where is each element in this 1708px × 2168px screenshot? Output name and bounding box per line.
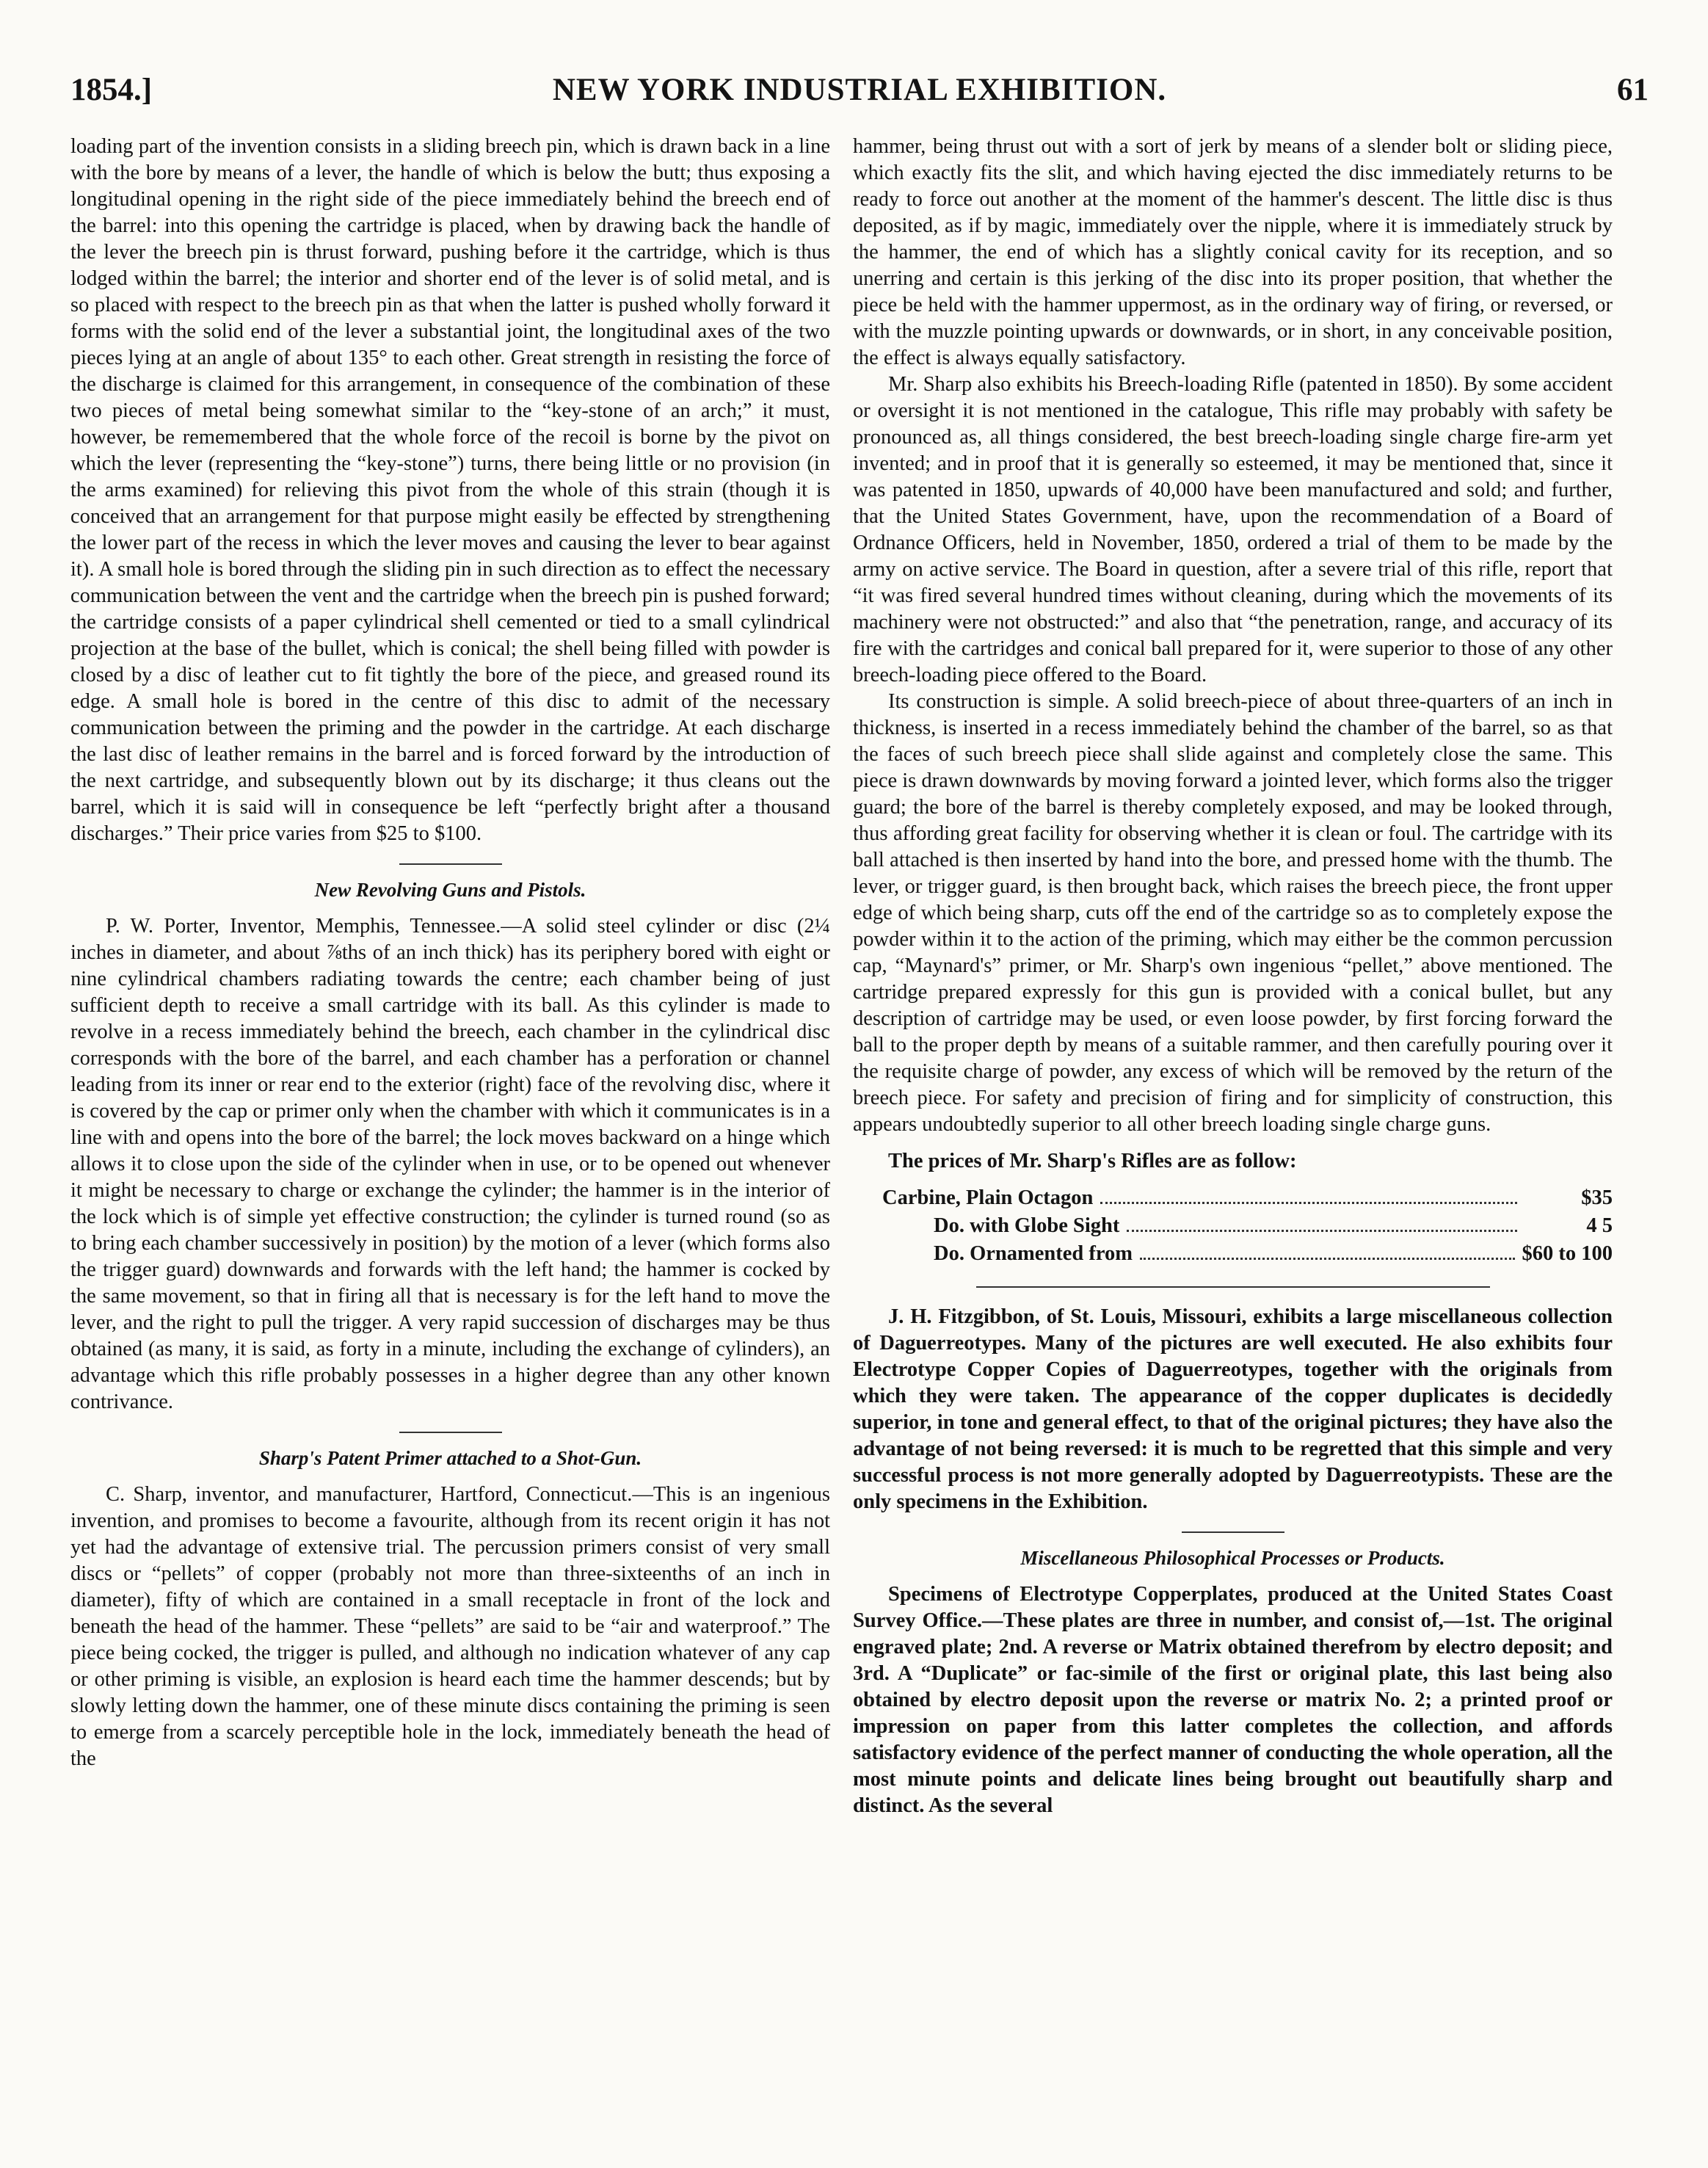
price-item-name: Do. with Globe Sight [934, 1214, 1120, 1237]
section-heading-sharps-primer: Sharp's Patent Primer attached to a Shot-Gun. [258, 1447, 642, 1469]
price-item-value: $35 [1581, 1186, 1613, 1209]
section-divider [399, 863, 502, 865]
leader-dots [1127, 1230, 1517, 1232]
section-divider [1182, 1531, 1284, 1533]
leader-dots [1140, 1258, 1515, 1260]
price-item-name: Carbine, Plain Octagon [882, 1186, 1094, 1209]
price-item-value: $60 to 100 [1522, 1242, 1613, 1265]
paragraph-porter: P. W. Porter, Inventor, Memphis, Tennessee.—A solid steel cylinder or disc (2¼ inches in diameter, and about ⅞ths of an inch thick) has its periphery bored with eight or nine cylindrical chambers radiating towards the centre; each chamber being of just sufficient depth to receive a small cartridge with its ball. As this cylinder is made to revolve in a recess immediately behind the breech, each chamber in the cylindrical disc corresponds with the bore of the barrel, and each chamber has a perforation or channel leading from its inner or rear end to the exterior (right) face of the revolving disc, where it is covered by the cap or primer only when the chamber with which it communicates is in a line with and opens into the bore of the barrel; the lock moves backward on a hinge which allows it to close upon the side of the cylinder when in use, or to be opened out whenever it might be necessary to charge or exchange the cylinder; the hammer is in the interior of the lock which is of simple yet effective construction; the cylinder is turned round (so as to bring each chamber successively in position) by the motion of a lever (which forms also the trigger guard) downwards and forwards with the left hand; the hammer is cocked by the same movement, so that in firing all that is necessary is for the left hand to move the lever, and the right to pull the trigger. A very rapid succession of discharges may be thus obtained (as many, it is said, as forty in a minute, including the exchange of cylinders), an advantage which this rifle probably possesses in a higher degree than any other known contrivance. [70, 915, 830, 1413]
section-divider [976, 1286, 1490, 1288]
paragraph-sharp-primer: C. Sharp, inventor, and manufacturer, Hartford, Connecticut.—This is an ingenious invention, and promises to become a favourite, although from its recent origin it has not yet had the advantage of extensive trial. The percussion primers consist of very small discs or “pellets” of copper (probably not more than three-sixteenths of an inch in diameter), fifty of which are contained in a small receptacle in front of the lock and beneath the head of the hammer. These “pellets” are said to be “air and waterproof.” The piece being cocked, the trigger is pulled, and although no indication whatever of any cap or other priming is visible, an explosion is heard each time the hammer descends; but by slowly letting down the hammer, one of these minute discs containing the priming is seen to emerge from a scarcely perceptible hole in the lock, immediately beneath the head of the [70, 1483, 830, 1770]
price-list [853, 1185, 1613, 1269]
leader-dots [1100, 1202, 1517, 1204]
paragraph-fitzgibbon: J. H. Fitzgibbon, of St. Louis, Missouri, exhibits a large miscellaneous collection of Daguerreotypes. Many of the pictures are well executed. He also exhibits four Electrotype Copper Copies of Daguerreotypes, together with the originals from which they were taken. The appearance of the copper duplicates is decidedly superior, in tone and general effect, to that of the original pictures; they have also the advantage of not being reversed: it is much to be regretted that this simple and very successful process is not more generally adopted by Daguerreotypists. These are the only specimens in the Exhibition. [853, 1305, 1613, 1513]
paragraph-construction: Its construction is simple. A solid breech-piece of about three-quarters of an inch in thickness, is inserted in a recess immediately behind the chamber of the barrel, so as that the faces of such breech piece shall slide against and completely close the same. This piece is drawn downwards by moving forward a jointed lever, which forms also the trigger guard; the bore of the barrel is thereby completely exposed, and may be looked through, thus affording great facility for observing whether it is clean or foul. The cartridge with its ball attached is then inserted by hand into the bore, and pressed home with the thumb. The lever, or trigger guard, is then brought back, which raises the breech piece, the front upper edge of which being sharp, cuts off the end of the cartridge so as to completely expose the powder within it to the action of the priming, which may either be the common percussion cap, “Maynard's” primer, or Mr. Sharp's own ingenious “pellet,” above mentioned. The cartridge prepared expressly for this gun is provided with a conical bullet, but any description of cartridge may be used, or even loose powder, by first forcing forward the ball to the proper depth by means of a suitable rammer, and then carefully pouring over it the requisite charge of powder, any excess of which will be removed by the return of the breech piece. For safety and precision of firing and for simplicity of construction, this appears undoubtedly superior to all other breech loading single charge guns. [853, 690, 1613, 1136]
price-row [853, 1241, 1613, 1269]
paragraph-hammer: hammer, being thrust out with a sort of jerk by means of a slender bolt or sliding piece, which exactly fits the slit, and which having ejected the disc immediately returns to be ready to force out another at the moment of the hammer's descent. The little disc is thus deposited, as if by magic, immediately over the nipple, where it is immediately struck by the hammer, the end of which has a slightly conical cavity for its reception, and so unerring and certain is this jerking of the disc into its proper position, that whether the piece be held with the hammer uppermost, as in the ordinary way of firing, or reversed, or with the muzzle pointing upwards or downwards, or in short, in any conceivable position, the effect is always equally satisfactory. [853, 135, 1613, 369]
price-row [853, 1213, 1613, 1241]
left-column [70, 134, 830, 2116]
header-title: NEW YORK INDUSTRIAL EXHIBITION. [552, 73, 1167, 107]
price-item-value: 4 5 [1586, 1214, 1613, 1237]
header-year: 1854.] [70, 73, 153, 107]
price-row [853, 1185, 1613, 1213]
running-header [70, 65, 1649, 116]
paragraph-breech-pin: loading part of the invention consists in a sliding breech pin, which is drawn back in a line with the bore by means of a lever, the handle of which is below the butt; thus exposing a longitudinal opening in the right side of the piece immediately behind the breech end of the barrel: into this opening the cartridge is placed, when by drawing back the handle of the lever the breech pin is thrust forward, pushing before it the cartridge, which is thus lodged within the barrel; the interior and shorter end of the lever is of solid metal, and is so placed with respect to the breech pin as that when the latter is pushed wholly forward it forms with the solid end of the lever a substantial joint, the longitudinal axes of the two pieces lying at an angle of about 135° to each other. Great strength in resisting the force of the discharge is claimed for this arrangement, in consequence of the combination of these two pieces of metal being somewhat similar to the “key-stone of an arch;” it must, however, be rememembered that the whole force of the recoil is borne by the pivot on which the lever (representing the “key-stone”) turns, there being little or no provision (in the arms examined) for relieving this pivot from the whole of this strain (though it is conceived that an arrangement for that purpose might easily be effected by strengthening the lower part of the recess in which the lever moves and causing the lever to bear against it). A small hole is bored through the sliding pin in such direction as to effect the necessary communication between the vent and the cartridge when the breech pin is pushed forward; the cartridge consists of a paper cylindrical shell cemented or tied to a small cylindrical projection at the base of the bullet, which is conical; the shell being filled with powder is closed by a disc of leather cut to fit tightly the bore of the piece, and greased round its edge. A small hole is bored in the centre of this disc to admit of the necessary communication between the priming and the powder in the cartridge. At each discharge the last disc of leather remains in the barrel and is forced forward by the introduction of the next cartridge, and subsequently blown out by its discharge; it thus cleans out the barrel, which it is said will in consequence be left “perfectly bright after a thousand discharges.” Their price varies from $25 to $100. [70, 135, 830, 845]
price-item-name: Do. Ornamented from [934, 1242, 1133, 1265]
section-heading-revolving-guns: New Revolving Guns and Pistols. [314, 879, 586, 901]
section-divider [399, 1432, 502, 1433]
paragraph-electrotype: Specimens of Electrotype Copperplates, produced at the United States Coast Survey Office.—These plates are three in number, and consist of,—1st. The original engraved plate; 2nd. A reverse or Matrix obtained therefrom by electro deposit; and 3rd. A “Duplicate” or fac-simile of the first or original plate, this last being also obtained by electro deposit upon the reverse or matrix No. 2; a printed proof or impression on paper from this latter completes the collection, and affords satisfactory evidence of the perfect manner of conducting the whole operation, all the most minute points and delicate lines being brought out beautifully sharp and distinct. As the several [853, 1583, 1613, 1817]
prices-intro: The prices of Mr. Sharp's Rifles are as follow: [888, 1150, 1297, 1172]
paragraph-breech-loading-rifle: Mr. Sharp also exhibits his Breech-loading Rifle (patented in 1850). By some accident or oversight it is not mentioned in the catalogue, This rifle may probably with safety be pronounced as, all things considered, the best breech-loading single charge fire-arm yet invented; and in proof that it is generally so esteemed, it may be mentioned that, since it was patented in 1850, upwards of 40,000 have been manufactured and sold; and further, that the United States Government, have, upon the recommendation of a Board of Ordnance Officers, held in November, 1850, ordered a trial of them to be made by the army on active service. The Board in question, after a severe trial of this rifle, report that “it was fired several hundred times without cleaning, during which the movements of its machinery were not obstructed:” and also that “the penetration, range, and accuracy of its fire with the cartridges and conical ball prepared for it, were superior to those of any other breech-loading piece offered to the Board. [853, 373, 1613, 686]
section-heading-philosophical: Miscellaneous Philosophical Processes or Products. [1020, 1547, 1445, 1569]
right-column [853, 134, 1613, 2116]
page-number: 61 [1617, 73, 1649, 107]
